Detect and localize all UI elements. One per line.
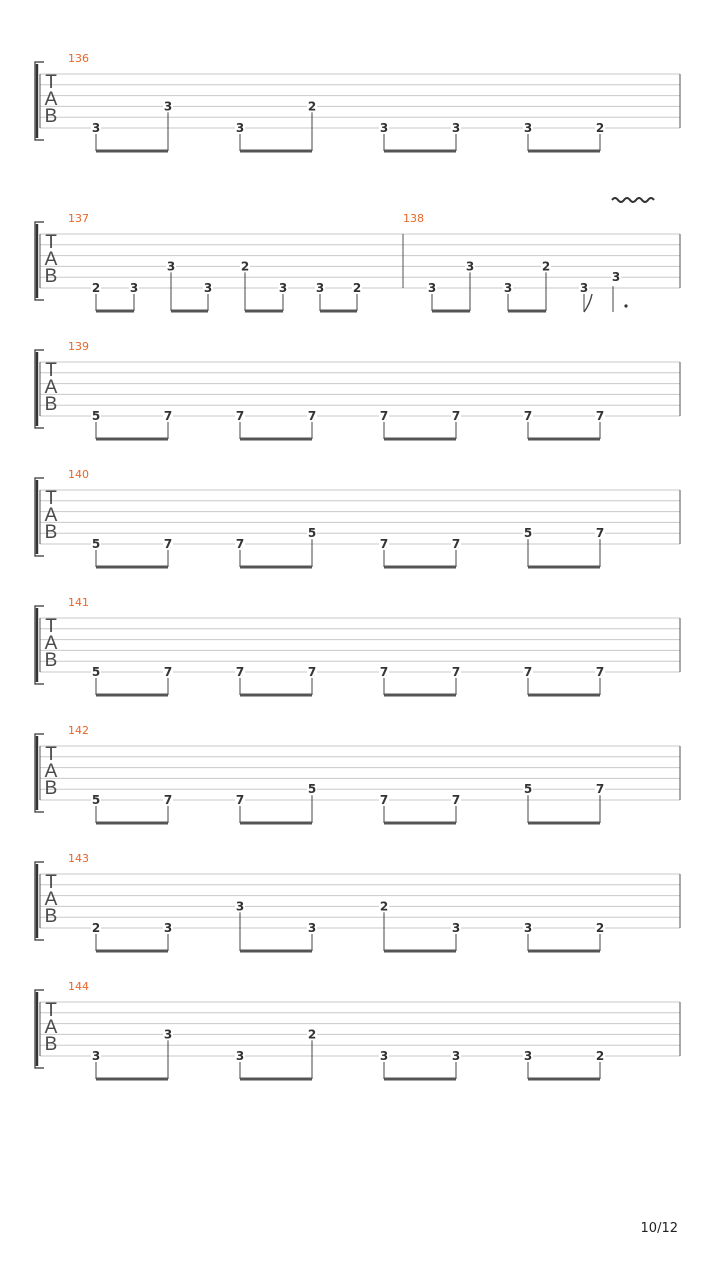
tab-clef-letter: A [44, 1017, 58, 1038]
tab-clef-letter: T [45, 72, 57, 93]
fret-number: 3 [235, 1049, 245, 1063]
tab-clef-letter: T [45, 1000, 57, 1021]
measure-number: 136 [68, 52, 89, 65]
tab-clef-letter: T [45, 360, 57, 381]
fret-number: 7 [235, 537, 245, 551]
fret-number: 2 [91, 281, 101, 295]
tab-clef-letter: B [44, 778, 58, 799]
fret-number: 7 [451, 409, 461, 423]
fret-number: 3 [163, 921, 173, 935]
fret-number: 3 [523, 121, 533, 135]
note-flag [584, 294, 592, 312]
fret-number: 7 [523, 665, 533, 679]
fret-number: 2 [91, 921, 101, 935]
fret-number: 3 [166, 259, 176, 274]
tab-clef-letter: A [44, 889, 58, 910]
fret-number: 5 [91, 409, 101, 423]
fret-number: 7 [163, 537, 173, 551]
fret-number: 5 [91, 793, 101, 807]
fret-number: 2 [240, 259, 250, 274]
fret-number: 5 [91, 665, 101, 679]
measure-number: 141 [68, 596, 89, 609]
fret-number: 2 [307, 1027, 317, 1042]
fret-number: 3 [91, 1049, 101, 1063]
fret-number: 3 [163, 99, 173, 114]
fret-number: 5 [91, 537, 101, 551]
fret-number: 3 [451, 121, 461, 135]
fret-number: 7 [523, 409, 533, 423]
fret-number: 7 [235, 665, 245, 679]
fret-number: 5 [523, 782, 533, 797]
tab-clef-letter: A [44, 505, 58, 526]
fret-number: 7 [235, 409, 245, 423]
measure-number: 140 [68, 468, 89, 481]
tab-clef-letter: T [45, 232, 57, 253]
fret-number: 7 [379, 409, 389, 423]
fret-number: 7 [379, 793, 389, 807]
fret-number: 7 [379, 537, 389, 551]
fret-number: 2 [352, 281, 362, 295]
tab-clef-letter: B [44, 522, 58, 543]
fret-number: 2 [595, 121, 605, 135]
tab-clef-letter: A [44, 633, 58, 654]
fret-number: 5 [307, 526, 317, 541]
fret-number: 7 [595, 526, 605, 541]
tab-clef-letter: T [45, 616, 57, 637]
fret-number: 3 [315, 281, 325, 295]
fret-number: 7 [451, 665, 461, 679]
tab-clef-letter: A [44, 89, 58, 110]
tab-clef-letter: B [44, 106, 58, 127]
tab-clef-letter: B [44, 1034, 58, 1055]
fret-number: 7 [595, 665, 605, 679]
measure-number: 143 [68, 852, 89, 865]
tab-clef-letter: A [44, 761, 58, 782]
fret-number: 3 [503, 281, 513, 295]
fret-number: 5 [307, 782, 317, 797]
fret-number: 7 [235, 793, 245, 807]
measure-number: 142 [68, 724, 89, 737]
tab-clef-letter: B [44, 266, 58, 287]
fret-number: 3 [427, 281, 437, 295]
fret-number: 2 [307, 99, 317, 114]
fret-number: 7 [451, 793, 461, 807]
fret-number: 2 [595, 1049, 605, 1063]
tab-clef-letter: B [44, 906, 58, 927]
fret-number: 3 [203, 281, 213, 295]
fret-number: 7 [595, 782, 605, 797]
fret-number: 7 [163, 409, 173, 423]
measure-number: 138 [403, 212, 424, 225]
tab-clef-letter: T [45, 744, 57, 765]
fret-number: 3 [379, 1049, 389, 1063]
dotted-note-dot [624, 304, 627, 307]
fret-number: 2 [379, 899, 389, 914]
fret-number: 3 [163, 1027, 173, 1042]
vibrato-marking [612, 198, 654, 202]
tab-clef-letter: T [45, 488, 57, 509]
tab-clef-letter: B [44, 650, 58, 671]
measure-number: 144 [68, 980, 89, 993]
tab-clef-letter: A [44, 249, 58, 270]
fret-number: 3 [129, 281, 139, 295]
fret-number: 3 [523, 1049, 533, 1063]
fret-number: 3 [379, 121, 389, 135]
fret-number: 7 [307, 409, 317, 423]
fret-number: 3 [91, 121, 101, 135]
fret-number: 7 [595, 409, 605, 423]
fret-number: 3 [451, 921, 461, 935]
fret-number: 3 [278, 281, 288, 295]
fret-number: 3 [235, 899, 245, 914]
fret-number: 7 [163, 665, 173, 679]
fret-number: 2 [595, 921, 605, 935]
fret-number: 3 [523, 921, 533, 935]
measure-number: 139 [68, 340, 89, 353]
fret-number: 2 [541, 259, 551, 274]
fret-number: 3 [611, 270, 621, 285]
fret-number: 3 [451, 1049, 461, 1063]
fret-number: 7 [307, 665, 317, 679]
fret-number: 3 [579, 281, 589, 295]
tab-clef-letter: B [44, 394, 58, 415]
tab-clef-letter: A [44, 377, 58, 398]
fret-number: 7 [163, 793, 173, 807]
fret-number: 5 [523, 526, 533, 541]
tab-clef-letter: T [45, 872, 57, 893]
fret-number: 7 [379, 665, 389, 679]
fret-number: 7 [451, 537, 461, 551]
fret-number: 3 [235, 121, 245, 135]
fret-number: 3 [465, 259, 475, 274]
page-number: 10/12 [640, 1221, 678, 1236]
measure-number: 137 [68, 212, 89, 225]
fret-number: 3 [307, 921, 317, 935]
